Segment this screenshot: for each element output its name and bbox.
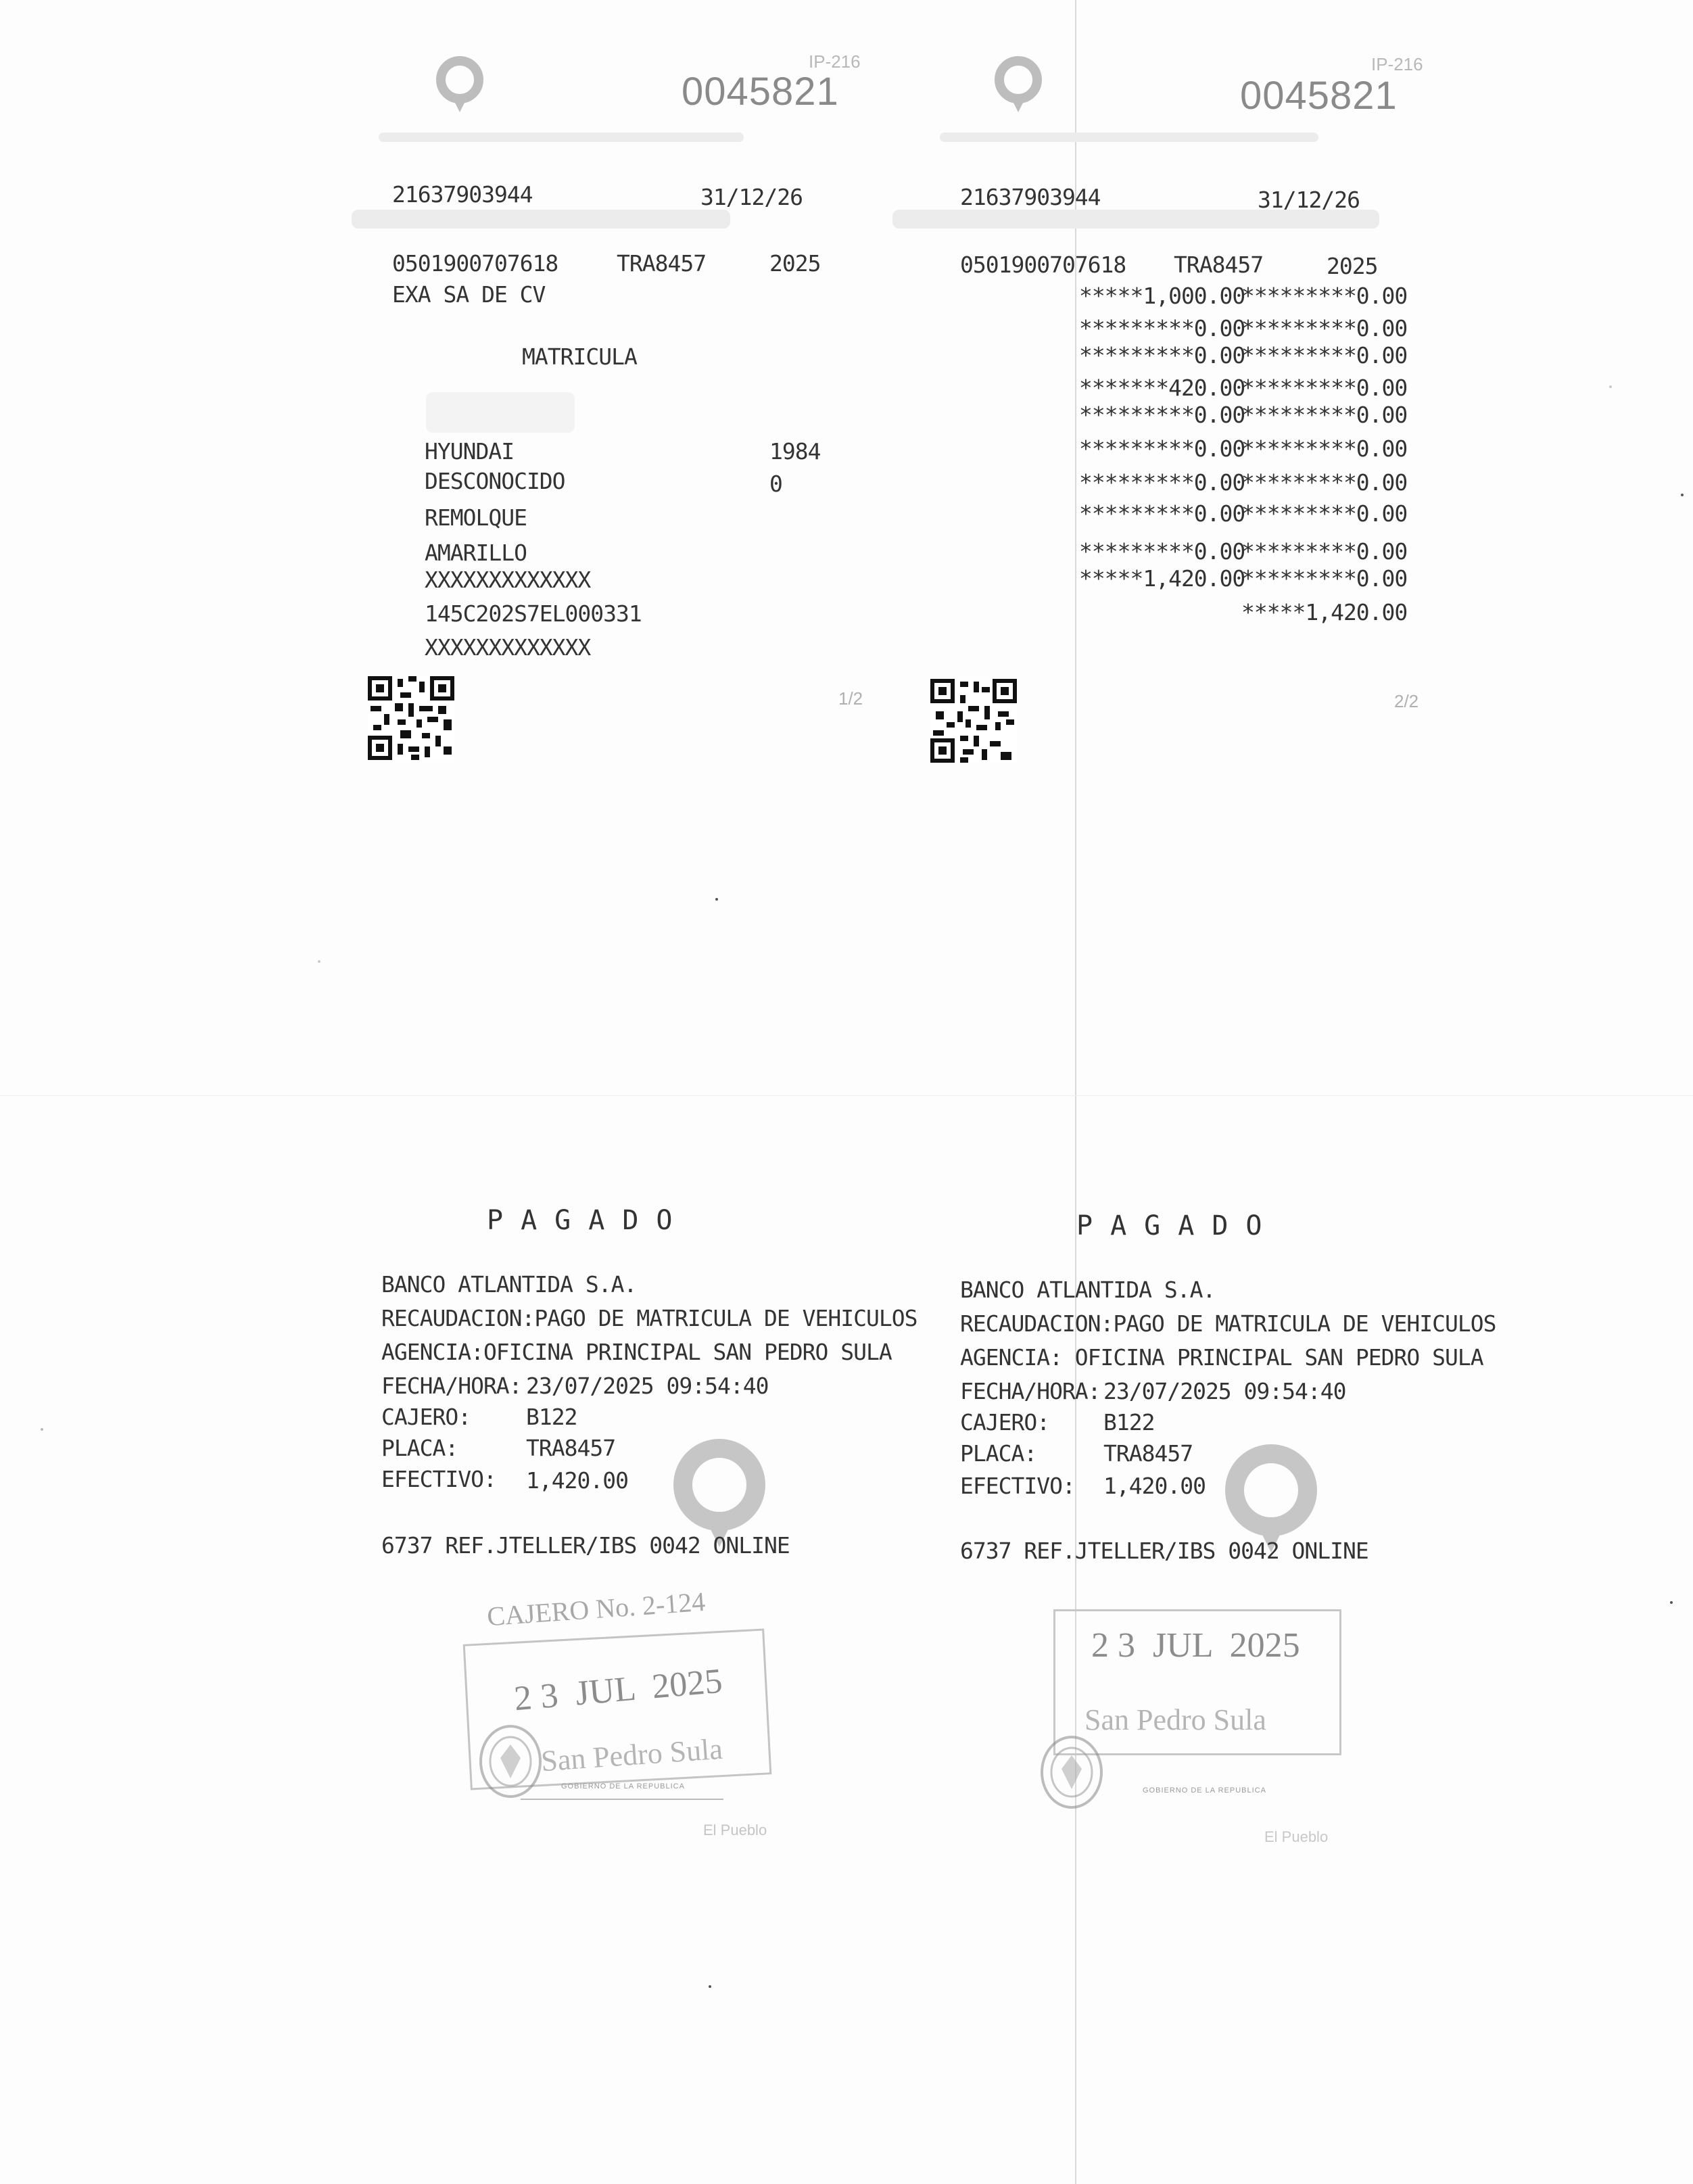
datetime-value: 23/07/2025 09:54:40 <box>526 1373 769 1399</box>
scan-speck <box>715 898 718 901</box>
serial-number: 0045821 <box>1240 74 1398 118</box>
account-number: 21637903944 <box>392 181 533 208</box>
vin-number: XXXXXXXXXXXXX <box>425 634 591 661</box>
government-seal-icon <box>1034 1728 1109 1816</box>
serial-number: 0045821 <box>682 70 839 114</box>
plate-number: TRA8457 <box>617 250 707 277</box>
vehicle-model: DESCONOCIDO <box>425 468 565 494</box>
amount-cell: *********0.00 <box>1079 402 1245 428</box>
stamp-date: 2 3 JUL 2025 <box>1091 1626 1300 1665</box>
form-code: IP-216 <box>1371 54 1423 74</box>
stamp-city: San Pedro Sula <box>1084 1703 1266 1736</box>
amount-cell: *********0.00 <box>1241 500 1408 527</box>
amount-cell: *********0.00 <box>1079 315 1245 341</box>
scan-speck <box>1681 494 1684 496</box>
amount-cell: *********0.00 <box>1241 375 1408 401</box>
stamp-government: GOBIERNO DE LA REPUBLICA <box>561 1782 685 1790</box>
stamp-government: GOBIERNO DE LA REPUBLICA <box>1143 1786 1266 1795</box>
rtn-number: 0501900707618 <box>392 250 558 277</box>
plate-number: TRA8457 <box>1174 252 1264 278</box>
stamp-date: 2 3 JUL 2025 <box>512 1661 724 1719</box>
vehicle-type: REMOLQUE <box>425 504 527 531</box>
expiry-date: 31/12/26 <box>1258 187 1360 213</box>
vehicle-model-year: 1984 <box>769 438 821 465</box>
amount-cell: *********0.00 <box>1079 435 1245 462</box>
paper-fold-vertical <box>1075 0 1076 2184</box>
amount-cell: *********0.00 <box>1079 538 1245 565</box>
datetime-label: FECHA/HORA: <box>381 1373 522 1399</box>
cash-value: 1,420.00 <box>526 1467 628 1494</box>
cash-label: EFECTIVO: <box>960 1473 1075 1499</box>
stamp-motto: El Pueblo <box>1264 1828 1329 1845</box>
amount-cell: *********0.00 <box>1241 315 1408 341</box>
plate-value: TRA8457 <box>526 1435 616 1461</box>
amount-cell: *********0.00 <box>1241 402 1408 428</box>
location-pin-logo-icon <box>991 54 1045 116</box>
stamp-city: San Pedro Sula <box>540 1732 724 1778</box>
collection-type: RECAUDACION:PAGO DE MATRICULA DE VEHICULOS <box>960 1310 1496 1337</box>
amount-cell: *********0.00 <box>1241 538 1408 565</box>
amount-cell: *********0.00 <box>1079 469 1245 496</box>
amount-cell: *********0.00 <box>1241 565 1408 592</box>
agency-name: AGENCIA: OFICINA PRINCIPAL SAN PEDRO SULA <box>960 1344 1483 1371</box>
amount-cell: *********0.00 <box>1241 469 1408 496</box>
owner-name: EXA SA DE CV <box>392 281 546 308</box>
amount-cell: *********0.00 <box>1241 342 1408 369</box>
bank-name: BANCO ATLANTIDA S.A. <box>381 1271 637 1298</box>
cashier-label: CAJERO: <box>960 1409 1050 1435</box>
cashier-label: CAJERO: <box>381 1404 471 1430</box>
cashier-stamp <box>467 1575 784 1846</box>
smudge <box>379 133 744 142</box>
amount-cell: *********0.00 <box>1241 283 1408 309</box>
page-indicator: 1/2 <box>838 688 863 709</box>
scan-speck <box>318 960 320 963</box>
cashier-stamp <box>1034 1582 1352 1853</box>
scan-speck <box>41 1428 43 1431</box>
cash-label: EFECTIVO: <box>381 1466 496 1492</box>
registration-year: 2025 <box>769 250 821 277</box>
amount-cell: *****1,000.00 <box>1079 283 1245 309</box>
government-seal-icon <box>473 1717 548 1805</box>
paper-fold-horizontal <box>0 1095 1693 1096</box>
location-pin-logo-icon <box>433 54 487 116</box>
total-amount: *****1,420.00 <box>1241 599 1408 625</box>
cash-value: 1,420.00 <box>1103 1473 1206 1499</box>
rtn-number: 0501900707618 <box>960 252 1126 278</box>
transaction-reference: 6737 REF.JTELLER/IBS 0042 ONLINE <box>381 1532 790 1559</box>
scan-speck <box>1670 1601 1673 1604</box>
form-code: IP-216 <box>809 51 861 72</box>
amount-cell: *********0.00 <box>1079 500 1245 527</box>
amount-cell: *******420.00 <box>1079 375 1245 401</box>
registration-year: 2025 <box>1327 253 1378 279</box>
cashier-value: B122 <box>526 1404 577 1430</box>
smudge <box>352 210 730 229</box>
smudge <box>426 392 575 433</box>
smudge <box>940 133 1318 142</box>
expiry-date: 31/12/26 <box>700 184 803 210</box>
agency-name: AGENCIA:OFICINA PRINCIPAL SAN PEDRO SULA <box>381 1339 892 1365</box>
qr-code-icon <box>930 679 1017 763</box>
datetime-value: 23/07/2025 09:54:40 <box>1103 1378 1346 1404</box>
collection-type: RECAUDACION:PAGO DE MATRICULA DE VEHICULOS <box>381 1305 917 1331</box>
plate-label: PLACA: <box>381 1435 458 1461</box>
vehicle-model-value: 0 <box>769 471 782 497</box>
vehicle-brand: HYUNDAI <box>425 438 515 465</box>
amount-cell: *********0.00 <box>1241 435 1408 462</box>
plate-label: PLACA: <box>960 1440 1037 1467</box>
bank-name: BANCO ATLANTIDA S.A. <box>960 1277 1216 1303</box>
transaction-reference: 6737 REF.JTELLER/IBS 0042 ONLINE <box>960 1538 1368 1564</box>
qr-code-icon <box>368 676 454 760</box>
amount-cell: *********0.00 <box>1079 342 1245 369</box>
paid-status: PAGADO <box>487 1205 690 1236</box>
paid-status: PAGADO <box>1076 1210 1280 1241</box>
vehicle-color: AMARILLO <box>425 540 527 566</box>
cashier-value: B122 <box>1103 1409 1155 1435</box>
chassis-number: 145C202S7EL000331 <box>425 600 642 627</box>
page-indicator: 2/2 <box>1394 691 1419 711</box>
stamp-cashier-line: CAJERO No. 2-124 <box>485 1586 707 1632</box>
account-number: 21637903944 <box>960 184 1101 210</box>
datetime-label: FECHA/HORA: <box>960 1378 1101 1404</box>
scan-speck <box>1609 385 1612 388</box>
amount-cell: *****1,420.00 <box>1079 565 1245 592</box>
section-title: MATRICULA <box>522 343 637 370</box>
stamp-motto: El Pueblo <box>703 1822 767 1838</box>
motor-number: XXXXXXXXXXXXX <box>425 567 591 593</box>
stamp-rule <box>521 1799 723 1800</box>
plate-value: TRA8457 <box>1103 1440 1193 1467</box>
scan-speck <box>709 1985 711 1988</box>
